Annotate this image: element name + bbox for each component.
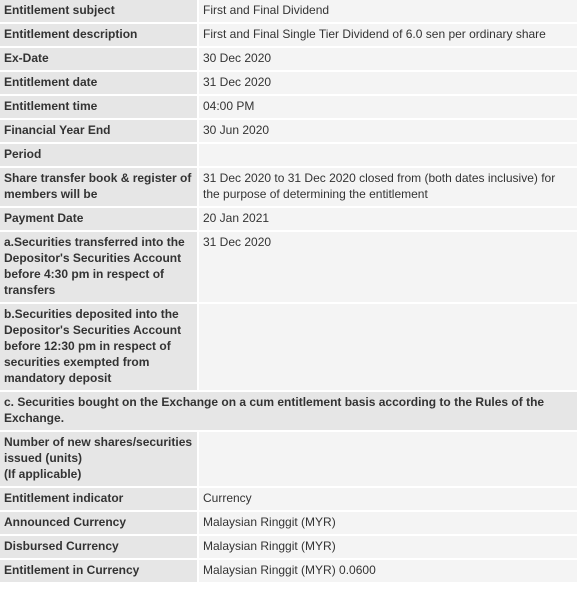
row-value: 31 Dec 2020 xyxy=(199,232,577,302)
table-row xyxy=(0,120,577,142)
row-value: 20 Jan 2021 xyxy=(199,208,577,230)
table-row xyxy=(0,432,577,486)
table-row xyxy=(0,48,577,70)
row-value: First and Final Dividend xyxy=(199,0,577,22)
row-value: 30 Dec 2020 xyxy=(199,48,577,70)
table-row xyxy=(0,536,577,558)
row-label: Period xyxy=(0,144,199,166)
row-value xyxy=(199,432,577,486)
row-label: Entitlement indicator xyxy=(0,488,199,510)
table-row xyxy=(0,304,577,390)
table-row xyxy=(0,392,577,430)
table-row xyxy=(0,168,577,206)
row-value: 31 Dec 2020 xyxy=(199,72,577,94)
table-row xyxy=(0,488,577,510)
row-value: 31 Dec 2020 to 31 Dec 2020 closed from (both dates inclusive) for the purpose of determining the entitlement xyxy=(199,168,577,206)
row-value xyxy=(199,304,577,390)
row-label: Ex-Date xyxy=(0,48,199,70)
table-row xyxy=(0,96,577,118)
table-row xyxy=(0,24,577,46)
row-label: Entitlement subject xyxy=(0,0,199,22)
row-value: Currency xyxy=(199,488,577,510)
row-label: Entitlement time xyxy=(0,96,199,118)
row-value xyxy=(199,144,577,166)
row-value: Malaysian Ringgit (MYR) 0.0600 xyxy=(199,560,577,582)
row-label: Number of new shares/securities issued (units) (If applicable) xyxy=(0,432,199,486)
row-label: b.Securities deposited into the Depositor's Securities Account before 12:30 pm in respect of securities exempted from mandatory deposit xyxy=(0,304,199,390)
row-label: Entitlement description xyxy=(0,24,199,46)
row-label: Financial Year End xyxy=(0,120,199,142)
table-row xyxy=(0,144,577,166)
table-row xyxy=(0,0,577,22)
row-value: 30 Jun 2020 xyxy=(199,120,577,142)
table-row xyxy=(0,232,577,302)
row-label: Disbursed Currency xyxy=(0,536,199,558)
row-label: Entitlement in Currency xyxy=(0,560,199,582)
row-value: 04:00 PM xyxy=(199,96,577,118)
row-label: Share transfer book & register of members will be xyxy=(0,168,199,206)
table-row xyxy=(0,72,577,94)
row-value: Malaysian Ringgit (MYR) xyxy=(199,536,577,558)
row-label: Entitlement date xyxy=(0,72,199,94)
table-row xyxy=(0,512,577,534)
table-row xyxy=(0,560,577,582)
row-label: a.Securities transferred into the Depositor's Securities Account before 4:30 pm in respect of transfers xyxy=(0,232,199,302)
row-value: Malaysian Ringgit (MYR) xyxy=(199,512,577,534)
row-label: Payment Date xyxy=(0,208,199,230)
row-value: First and Final Single Tier Dividend of 6.0 sen per ordinary share xyxy=(199,24,577,46)
full-width-row-label: c. Securities bought on the Exchange on a cum entitlement basis according to the Rules of the Exchange. xyxy=(0,392,577,430)
table-row xyxy=(0,208,577,230)
row-label: Announced Currency xyxy=(0,512,199,534)
